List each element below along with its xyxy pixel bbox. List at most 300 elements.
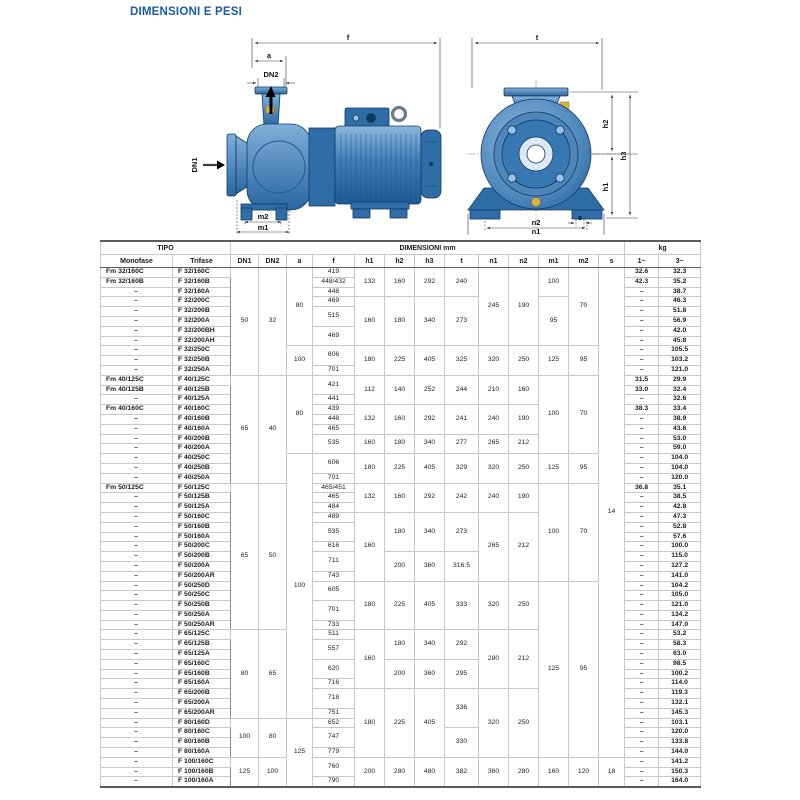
pump-end-view-drawing: [452, 30, 692, 235]
cell-trifase: F 40/125B: [173, 385, 231, 395]
cell-kg-3ph: 58.3: [659, 640, 701, 650]
cell-monofase: –: [101, 307, 173, 317]
cell-h3: 340: [415, 434, 445, 454]
cell-h2: 180: [385, 434, 415, 454]
cell-f: 448: [313, 287, 355, 297]
cell-f: 779: [313, 748, 355, 758]
cell-kg-1ph: –: [625, 757, 659, 767]
cell-dn1: 65: [231, 375, 259, 483]
cell-trifase: F 80/160B: [173, 738, 231, 748]
cell-h1: 132: [355, 268, 385, 297]
cell-h3: 405: [415, 346, 445, 375]
cell-trifase: F 32/200A: [173, 316, 231, 326]
cell-kg-1ph: –: [625, 581, 659, 591]
cell-h3: 340: [415, 297, 445, 346]
cell-m1: 125: [539, 581, 569, 757]
dim-label-m1: m1: [257, 223, 269, 232]
header-group-dimensioni: DIMENSIONI mm: [231, 241, 625, 255]
cell-t: 242: [445, 483, 479, 512]
cell-n1: 245: [479, 268, 509, 346]
cell-t: 273: [445, 297, 479, 346]
cell-kg-1ph: –: [625, 610, 659, 620]
cell-f: 448: [313, 414, 355, 424]
cell-kg-3ph: 98.5: [659, 659, 701, 669]
column-header-m2: m2: [569, 255, 599, 268]
cell-trifase: F 50/250D: [173, 581, 231, 591]
dim-label-t: t: [535, 33, 539, 42]
pump-end-body: [468, 88, 604, 219]
column-header-1: 1~: [625, 255, 659, 268]
cell-kg-3ph: 32.4: [659, 385, 701, 395]
cell-monofase: –: [101, 650, 173, 660]
cell-n1: 265: [479, 512, 509, 581]
cell-h3: 360: [415, 659, 445, 688]
cell-monofase: –: [101, 365, 173, 375]
cell-f: 421: [313, 375, 355, 395]
cell-kg-3ph: 38.5: [659, 493, 701, 503]
cell-monofase: –: [101, 581, 173, 591]
cell-monofase: –: [101, 346, 173, 356]
cell-f: 716: [313, 679, 355, 689]
cell-kg-3ph: 38.9: [659, 414, 701, 424]
cell-trifase: F 50/160B: [173, 522, 231, 532]
cell-monofase: –: [101, 503, 173, 513]
cell-kg-3ph: 29.9: [659, 375, 701, 385]
cell-f: 535: [313, 434, 355, 454]
cell-dn2: 32: [259, 268, 287, 376]
cell-t: 241: [445, 405, 479, 434]
cell-kg-1ph: –: [625, 738, 659, 748]
cell-h2: 280: [385, 757, 415, 787]
cell-h3: 480: [415, 757, 445, 787]
cell-kg-3ph: 35.2: [659, 277, 701, 287]
flow-arrow-dn1: [217, 161, 225, 170]
cell-kg-3ph: 134.2: [659, 610, 701, 620]
column-header-dn2: DN2: [259, 255, 287, 268]
cell-trifase: F 40/125A: [173, 395, 231, 405]
dim-label-dn1: DN1: [190, 157, 199, 173]
cell-m2: 95: [569, 346, 599, 375]
cell-kg-3ph: 33.4: [659, 405, 701, 415]
cell-f: 484: [313, 503, 355, 513]
cell-h1: 160: [355, 512, 385, 581]
cell-h1: 160: [355, 630, 385, 689]
page-title: DIMENSIONI E PESI: [130, 6, 243, 18]
cell-kg-3ph: 43.6: [659, 424, 701, 434]
cell-dn2: 65: [259, 630, 287, 718]
cell-m1: 125: [539, 454, 569, 483]
cell-kg-1ph: –: [625, 454, 659, 464]
cell-kg-3ph: 104.2: [659, 581, 701, 591]
cell-kg-3ph: 164.0: [659, 777, 701, 787]
cell-trifase: F 50/200A: [173, 561, 231, 571]
cell-h2: 180: [385, 512, 415, 551]
cell-f: 751: [313, 708, 355, 718]
cell-h1: 180: [355, 581, 385, 630]
cell-monofase: –: [101, 522, 173, 532]
column-header-3: 3~: [659, 255, 701, 268]
cell-t: 277: [445, 434, 479, 454]
cell-f: 448/432: [313, 277, 355, 287]
cell-trifase: F 40/200B: [173, 434, 231, 444]
cell-h2: 200: [385, 659, 415, 688]
cell-kg-3ph: 47.3: [659, 512, 701, 522]
cell-trifase: F 80/160D: [173, 718, 231, 728]
cell-a: 100: [287, 346, 313, 375]
cell-kg-1ph: 32.6: [625, 268, 659, 278]
cell-a: 80: [287, 375, 313, 453]
cell-f: 733: [313, 620, 355, 630]
cell-f: 465/451: [313, 483, 355, 493]
pump-side-view: [183, 30, 448, 235]
cell-h2: 160: [385, 483, 415, 512]
cell-kg-3ph: 121.0: [659, 601, 701, 611]
cell-kg-3ph: 105.5: [659, 346, 701, 356]
cell-t: 333: [445, 581, 479, 630]
cell-trifase: F 32/200BH: [173, 326, 231, 336]
cell-m1: 125: [539, 346, 569, 375]
table-row: [101, 268, 701, 278]
cell-h2: 225: [385, 581, 415, 630]
dim-label-h2: h2: [601, 119, 610, 129]
cell-f: 747: [313, 728, 355, 748]
cell-monofase: –: [101, 640, 173, 650]
cell-h1: 132: [355, 405, 385, 434]
cell-f: 711: [313, 552, 355, 572]
cell-trifase: F 65/200AR: [173, 708, 231, 718]
cell-kg-3ph: 46.3: [659, 297, 701, 307]
cell-f: 465: [313, 493, 355, 503]
cell-h3: 405: [415, 454, 445, 483]
cell-trifase: F 80/160C: [173, 728, 231, 738]
cell-monofase: –: [101, 316, 173, 326]
dimensions-weights-table: [100, 240, 701, 788]
header-group-kg: kg: [625, 241, 701, 255]
cell-trifase: F 40/125C: [173, 375, 231, 385]
cell-f: 557: [313, 640, 355, 660]
cell-f: 489: [313, 512, 355, 522]
cell-f: 718: [313, 689, 355, 709]
cell-kg-1ph: –: [625, 630, 659, 640]
cell-monofase: –: [101, 336, 173, 346]
cell-t: 273: [445, 512, 479, 551]
cell-dn2: 80: [259, 718, 287, 757]
cell-kg-3ph: 105.0: [659, 591, 701, 601]
cell-h3: 292: [415, 268, 445, 297]
cell-trifase: F 65/160A: [173, 679, 231, 689]
cell-h3: 405: [415, 689, 445, 758]
cell-m2: 95: [569, 581, 599, 757]
cell-kg-1ph: –: [625, 718, 659, 728]
cell-trifase: F 40/200A: [173, 444, 231, 454]
column-header-trifase: Trifase: [173, 255, 231, 268]
cell-monofase: –: [101, 287, 173, 297]
cell-monofase: Fm 32/160C: [101, 268, 173, 278]
cell-kg-3ph: 115.0: [659, 552, 701, 562]
cell-monofase: –: [101, 767, 173, 777]
cell-f: 469: [313, 326, 355, 346]
cell-trifase: F 32/250A: [173, 365, 231, 375]
cell-m2: 70: [569, 268, 599, 346]
cell-s: 18: [599, 757, 625, 787]
cell-trifase: F 65/125A: [173, 650, 231, 660]
cell-kg-3ph: 150.3: [659, 767, 701, 777]
cell-h3: 252: [415, 375, 445, 404]
cell-trifase: F 40/160A: [173, 424, 231, 434]
cell-kg-3ph: 35.1: [659, 483, 701, 493]
cell-h2: 160: [385, 405, 415, 434]
cell-trifase: F 32/200B: [173, 307, 231, 317]
cell-t: 244: [445, 375, 479, 404]
cell-trifase: F 32/250B: [173, 356, 231, 366]
cell-kg-3ph: 119.3: [659, 689, 701, 699]
cell-kg-1ph: –: [625, 434, 659, 444]
cell-kg-3ph: 144.0: [659, 748, 701, 758]
cell-kg-1ph: –: [625, 679, 659, 689]
cell-f: 465: [313, 424, 355, 434]
cell-trifase: F 50/200B: [173, 552, 231, 562]
cell-kg-3ph: 120.0: [659, 473, 701, 483]
cell-kg-1ph: –: [625, 444, 659, 454]
cell-s: 14: [599, 268, 625, 758]
cell-kg-3ph: 57.6: [659, 532, 701, 542]
cell-kg-1ph: 36.8: [625, 483, 659, 493]
cell-n2: 190: [509, 405, 539, 434]
cell-kg-1ph: –: [625, 650, 659, 660]
cell-kg-1ph: –: [625, 699, 659, 709]
cell-kg-3ph: 32.3: [659, 268, 701, 278]
cell-monofase: –: [101, 463, 173, 473]
dim-label-dn2: DN2: [263, 70, 279, 79]
cell-f: 606: [313, 454, 355, 474]
header-group-row: [101, 241, 701, 255]
cell-monofase: Fm 40/125B: [101, 385, 173, 395]
cell-h2: 180: [385, 297, 415, 346]
cell-m2: 95: [569, 454, 599, 483]
cell-h2: 180: [385, 630, 415, 659]
cell-monofase: –: [101, 728, 173, 738]
cell-kg-1ph: 31.5: [625, 375, 659, 385]
pump-end-view: [452, 30, 692, 235]
cell-monofase: –: [101, 414, 173, 424]
cell-f: 419: [313, 268, 355, 278]
cell-h2: 225: [385, 346, 415, 375]
cell-kg-1ph: –: [625, 640, 659, 650]
cell-monofase: Fm 50/125C: [101, 483, 173, 493]
dim-label-f: f: [346, 33, 350, 42]
cell-n1: 320: [479, 346, 509, 375]
column-header-dn1: DN1: [231, 255, 259, 268]
column-header-h3: h3: [415, 255, 445, 268]
cell-kg-1ph: –: [625, 287, 659, 297]
cell-f: 605: [313, 581, 355, 601]
cell-f: 620: [313, 659, 355, 679]
cell-trifase: F 50/250A: [173, 610, 231, 620]
cell-h1: 160: [355, 434, 385, 454]
cell-n2: 212: [509, 512, 539, 581]
cell-n2: 250: [509, 454, 539, 483]
cell-trifase: F 100/160A: [173, 777, 231, 787]
cell-kg-3ph: 38.7: [659, 287, 701, 297]
cell-t: 329: [445, 454, 479, 483]
cell-kg-1ph: –: [625, 552, 659, 562]
cell-kg-3ph: 32.6: [659, 395, 701, 405]
cell-kg-1ph: –: [625, 493, 659, 503]
cell-dn1: 100: [231, 718, 259, 757]
cell-kg-1ph: –: [625, 777, 659, 787]
cell-t: 382: [445, 757, 479, 787]
column-header-n2: n2: [509, 255, 539, 268]
pump-side-view-drawing: [183, 30, 448, 235]
cell-m1: 160: [539, 757, 569, 787]
cell-kg-1ph: –: [625, 424, 659, 434]
cell-trifase: F 65/160B: [173, 669, 231, 679]
cell-kg-3ph: 121.0: [659, 365, 701, 375]
cell-kg-3ph: 127.2: [659, 561, 701, 571]
cell-kg-1ph: –: [625, 601, 659, 611]
cell-kg-3ph: 100.2: [659, 669, 701, 679]
dim-label-h3: h3: [619, 151, 628, 161]
cell-kg-1ph: –: [625, 767, 659, 777]
cell-dn2: 40: [259, 375, 287, 483]
cell-trifase: F 40/250B: [173, 463, 231, 473]
cell-trifase: F 40/250C: [173, 454, 231, 464]
cell-kg-1ph: –: [625, 708, 659, 718]
cell-trifase: F 32/160A: [173, 287, 231, 297]
cell-kg-1ph: –: [625, 748, 659, 758]
cell-monofase: –: [101, 552, 173, 562]
cell-kg-1ph: –: [625, 395, 659, 405]
cell-kg-3ph: 147.0: [659, 620, 701, 630]
cell-monofase: –: [101, 757, 173, 767]
cell-trifase: F 50/160C: [173, 512, 231, 522]
cell-monofase: –: [101, 659, 173, 669]
dim-label-n2: n2: [531, 218, 541, 227]
cell-trifase: F 100/160C: [173, 757, 231, 767]
cell-h3: 405: [415, 581, 445, 630]
cell-monofase: –: [101, 454, 173, 464]
dim-label-h1: h1: [601, 182, 610, 192]
cell-h3: 292: [415, 483, 445, 512]
cell-kg-1ph: –: [625, 336, 659, 346]
cell-n2: 250: [509, 581, 539, 630]
cell-monofase: –: [101, 718, 173, 728]
column-header-f: f: [313, 255, 355, 268]
cell-kg-1ph: –: [625, 326, 659, 336]
cell-f: 441: [313, 395, 355, 405]
cell-kg-3ph: 133.8: [659, 738, 701, 748]
cell-f: 616: [313, 542, 355, 552]
cell-f: 701: [313, 365, 355, 375]
cell-n1: 320: [479, 581, 509, 630]
cell-trifase: F 50/250AR: [173, 620, 231, 630]
cell-dn1: 65: [231, 483, 259, 630]
cell-kg-3ph: 132.1: [659, 699, 701, 709]
cell-trifase: F 50/250B: [173, 601, 231, 611]
cell-monofase: –: [101, 395, 173, 405]
cell-monofase: –: [101, 297, 173, 307]
cell-kg-3ph: 45.8: [659, 336, 701, 346]
cell-trifase: F 32/200AH: [173, 336, 231, 346]
cell-n2: 250: [509, 689, 539, 758]
cell-f: 469: [313, 297, 355, 307]
cell-m1: 100: [539, 483, 569, 581]
cell-kg-3ph: 51.8: [659, 307, 701, 317]
cell-kg-1ph: –: [625, 669, 659, 679]
cell-monofase: –: [101, 512, 173, 522]
cell-h1: 160: [355, 297, 385, 346]
dim-label-n1: n1: [531, 227, 541, 235]
cell-monofase: –: [101, 777, 173, 787]
cell-kg-1ph: 42.3: [625, 277, 659, 287]
cell-n1: 240: [479, 483, 509, 512]
cell-kg-3ph: 56.9: [659, 316, 701, 326]
cell-dn1: 80: [231, 630, 259, 718]
cell-monofase: –: [101, 571, 173, 581]
cell-kg-3ph: 141.2: [659, 757, 701, 767]
cell-n1: 360: [479, 757, 509, 787]
cell-n2: 280: [509, 757, 539, 787]
cell-kg-1ph: –: [625, 503, 659, 513]
cell-kg-1ph: 33.0: [625, 385, 659, 395]
cell-monofase: –: [101, 561, 173, 571]
column-header-h1: h1: [355, 255, 385, 268]
cell-h1: 132: [355, 483, 385, 512]
cell-kg-1ph: –: [625, 591, 659, 601]
cell-a: 100: [287, 454, 313, 719]
cell-t: 325: [445, 346, 479, 375]
cell-monofase: –: [101, 493, 173, 503]
cell-trifase: F 32/200C: [173, 297, 231, 307]
dim-label-s: s: [577, 213, 583, 222]
cell-kg-1ph: –: [625, 316, 659, 326]
cell-kg-1ph: –: [625, 689, 659, 699]
cell-monofase: –: [101, 326, 173, 336]
dim-label-a: a: [266, 51, 272, 60]
cell-m2: 120: [569, 757, 599, 787]
column-header-m1: m1: [539, 255, 569, 268]
cell-monofase: –: [101, 601, 173, 611]
cell-monofase: –: [101, 748, 173, 758]
cell-kg-1ph: –: [625, 307, 659, 317]
cell-kg-3ph: 120.0: [659, 728, 701, 738]
cell-trifase: F 80/160A: [173, 748, 231, 758]
cell-f: 515: [313, 307, 355, 327]
cell-h2: 160: [385, 268, 415, 297]
cell-monofase: –: [101, 424, 173, 434]
cell-t: 240: [445, 268, 479, 297]
cell-trifase: F 100/160B: [173, 767, 231, 777]
cell-monofase: –: [101, 620, 173, 630]
cell-m1: 95: [539, 297, 569, 346]
cell-n2: 160: [509, 375, 539, 404]
cell-m2: 70: [569, 483, 599, 581]
cell-h1: 180: [355, 346, 385, 375]
cell-dn2: 50: [259, 483, 287, 630]
cell-monofase: –: [101, 679, 173, 689]
cell-kg-3ph: 114.0: [659, 679, 701, 689]
cell-monofase: –: [101, 610, 173, 620]
cell-monofase: Fm 40/125C: [101, 375, 173, 385]
cell-a: 125: [287, 718, 313, 787]
cell-n1: 320: [479, 689, 509, 758]
cell-trifase: F 50/125A: [173, 503, 231, 513]
cell-t: 292: [445, 630, 479, 659]
cell-f: 743: [313, 571, 355, 581]
cell-kg-3ph: 104.0: [659, 463, 701, 473]
cell-trifase: F 40/160B: [173, 414, 231, 424]
cell-h1: 180: [355, 454, 385, 483]
